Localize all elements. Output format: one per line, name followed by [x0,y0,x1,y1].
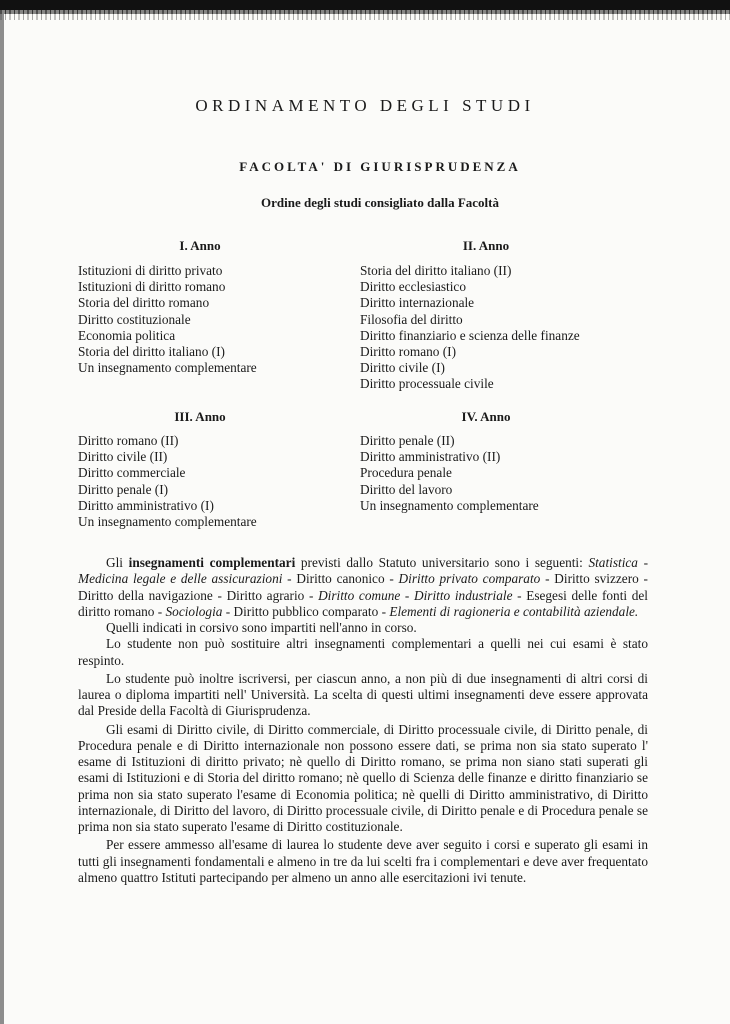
course-item: Filosofia del diritto [360,311,463,327]
paragraph [78,620,648,636]
course-item: Diritto ecclesiastico [360,279,466,295]
paragraph [78,636,648,669]
course-item: Diritto commerciale [78,465,186,481]
course-item: Storia del diritto italiano (II) [360,263,512,278]
course-item: Istituzioni di diritto privato [78,263,223,278]
paragraph [78,722,648,836]
year-3-heading: III. Anno [174,409,226,424]
faculty-heading: FACOLTA' DI GIURISPRUDENZA [239,159,521,174]
course-item: Un insegnamento complementare [78,514,257,530]
year-2-courses [360,263,580,393]
paragraph [78,837,648,886]
course-item: Diritto romano (I) [360,344,457,360]
text-run: Quelli indicati in corsivo sono impartiti nell'anno in corso. [106,620,417,635]
italic-course-name: Statistica - Medicina legale e delle assicurazioni [78,555,648,587]
text-run: - Diritto canonico - [282,571,399,587]
body-text [78,555,648,886]
text-run: Per essere ammesso all'esame di laurea lo studente deve aver seguito i corsi e superato gli esami in tutti gli insegnamenti fondamentali e almeno in tre da lui scelti fra i complementari e deve aver frequentato almeno quattro Istituti partecipando per almeno un anno alle esercitazioni ivi tenute. [78,837,648,885]
course-item: Diritto amministrativo (II) [360,449,501,465]
course-item: Un insegnamento complementare [360,497,539,513]
italic-course-name: Diritto privato comparato [398,571,541,587]
course-item: Diritto del lavoro [360,481,453,497]
scan-top-edge [0,0,730,14]
year-3-courses [78,433,257,530]
year-4-heading: IV. Anno [461,409,511,424]
text-run: - Esegesi delle fonti del diritto romano - [78,587,648,619]
text-run: - Diritto pubblico comparato - [222,603,390,619]
text-run: Gli [106,555,129,570]
course-item: Diritto costituzionale [78,311,191,327]
course-item: Diritto civile (II) [78,449,168,465]
text-run: Lo studente non può sostituire altri insegnamenti complementari a quelli nei cui esami è stato respinto. [78,636,648,668]
course-item: Un insegnamento complementare [78,360,257,376]
year-4-courses [360,433,539,514]
course-item: Diritto internazionale [360,295,475,311]
year-1-courses [78,263,257,376]
year-1-heading: I. Anno [179,238,221,253]
paragraph [78,555,648,620]
italic-course-name: Sociologia [165,603,223,619]
text-run: Gli esami di Diritto civile, di Diritto commerciale, di Diritto processuale civile, di Diritto penale, di Procedura penale e di Diritto internazionale non possono essere dati, se prima non sia stato superato l' esame di Istituzioni di diritto privato; nè quello di Diritto romano, se prima non siano stati superati gli esami di Istituzioni e di Storia del diritto romano; nè quello di Scienza delle finanze e diritto finanziario se prima non sia stato superato l'esame di Economia politica; nè quelli di Diritto amministrativo, di Diritto internazionale, di Diritto del lavoro, di Diritto processuale civile, di Diritto penale e di Procedura penale se prima non sia stato superato l'esame di Diritto costituzionale. [78,721,648,834]
text-run: - Diritto svizzero - Diritto della navigazione - Diritto agrario - [78,571,648,603]
text-run: Lo studente può inoltre iscriversi, per ciascun anno, a non più di due insegnamenti di altri corsi di laurea o diploma impartiti nell' Università. La scelta di questi ultimi insegnamenti deve essere approvata dal Preside della Facoltà di Giurisprudenza. [78,670,648,719]
course-item: Storia del diritto italiano (I) [78,344,225,360]
course-item: Diritto civile (I) [360,360,445,376]
course-item: Diritto amministrativo (I) [78,497,214,513]
paragraph [78,671,648,720]
course-item: Diritto penale (I) [78,481,169,497]
course-item: Diritto processuale civile [360,376,494,392]
course-item: Procedura penale [360,465,452,481]
bold-term: insegnamenti complementari [128,555,296,570]
course-item: Diritto finanziario e scienza delle finanze [360,327,580,343]
italic-course-name: Elementi di ragioneria e contabilità aziendale. [389,603,639,619]
subtitle: Ordine degli studi consigliato dalla Facoltà [261,195,499,210]
course-item: Storia del diritto romano [78,295,210,311]
course-item: Diritto romano (II) [78,433,179,448]
text-run: previsti dallo Statuto universitario sono i seguenti: [295,555,589,570]
course-item: Economia politica [78,327,176,343]
course-item: Istituzioni di diritto romano [78,279,226,295]
italic-course-name: Diritto comune - Diritto industriale [318,587,513,603]
course-item: Diritto penale (II) [360,433,455,448]
page-title: ORDINAMENTO DEGLI STUDI [195,96,535,115]
year-2-heading: II. Anno [462,238,510,253]
